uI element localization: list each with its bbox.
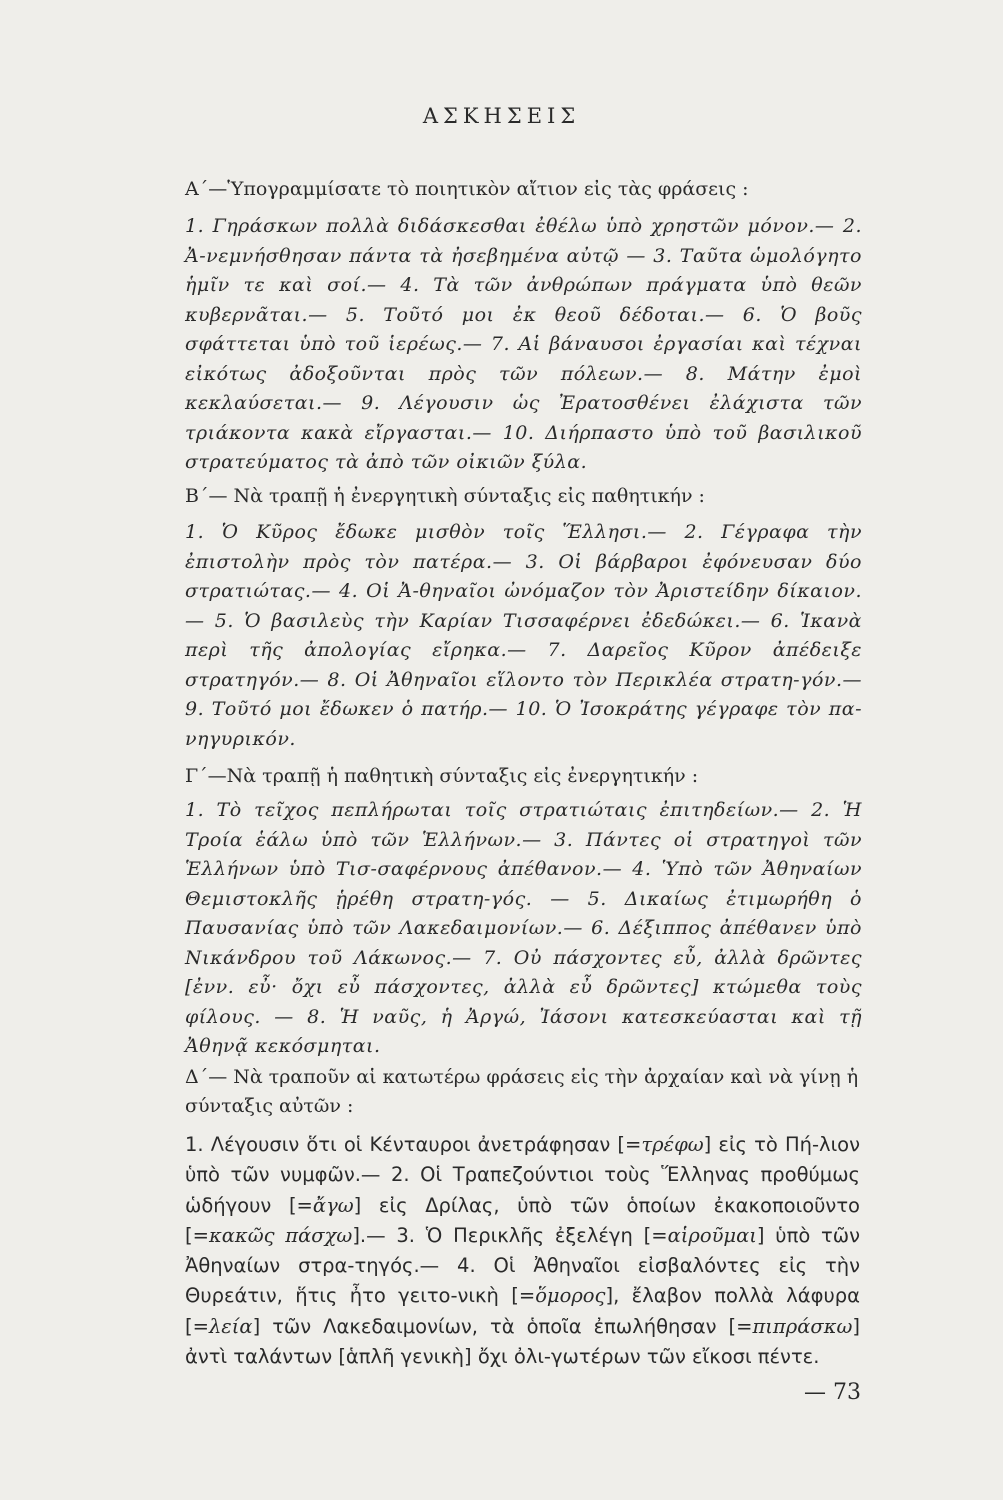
section-d-heading: Δ΄— Νὰ τραποῦν αἱ κατωτέρω φράσεις εἰς τὴν ἀρχαίαν καὶ νὰ γίνῃ ἡ σύνταξις αὐτῶν : <box>185 1066 859 1117</box>
section-d-text-part: ] εἰς τὸ Πή-λιον ὑπὸ τῶν νυμφῶν.— 2. Οἱ Τραπεζούντιοι τοὺς Ἕλληνας προθύμως ὡδήγουν [= <box>185 1133 860 1217</box>
section-c-heading: Γ΄—Νὰ τραπῇ ἡ παθητικὴ σύνταξις εἰς ἐνεργητικήν : <box>185 765 699 787</box>
section-b-heading: Β΄— Νὰ τραπῇ ἡ ἐνεργητικὴ σύνταξις εἰς παθητικήν : <box>185 485 705 507</box>
section-a-heading: Α΄—Ὑπογραμμίσατε τὸ ποιητικὸν αἴτιον εἰς τὰς φράσεις : <box>185 178 749 200</box>
ancient-form: κακῶς πάσχω <box>208 1223 353 1247</box>
ancient-form: τρέφω <box>641 1133 704 1156</box>
section-d-text-part: ] εἰς Δρίλας, ὑπὸ τῶν ὁποίων ἐκακοποιοῦντο [= <box>185 1193 860 1247</box>
section-d-text-part: ] τῶν Λακεδαιμονίων, τὰ ὁποῖα ἐπωλήθησαν [= <box>252 1314 753 1338</box>
section-d-text-part: ], ἔλαβον πολλὰ λάφυρα [= <box>185 1284 860 1338</box>
section-c-text: 1. Τὸ τεῖχος πεπλήρωται τοῖς στρατιώταις ἐπιτηδείων.— 2. Ἡ Τροία ἑάλω ὑπὸ τῶν Ἑλλήνων.— 3. Πάντες οἱ στρατηγοὶ τῶν Ἑλλήνων ὑπὸ Τισ-σαφέρνους ἀπέθανον.— 4. Ὑπὸ τῶν Ἀθηναίων Θεμιστοκλῆς ᾑρέθη στρατη-γός. — 5. Δικαίως ἐτιμωρήθη ὁ Παυσανίας ὑπὸ τῶν Λακεδαιμονίων.— 6. Δέξιππος ἀπέθανεν ὑπὸ Νικάνδρου τοῦ Λάκωνος.— 7. Οὐ πάσχοντες εὖ, ἀλλὰ δρῶντες [ἐνν. εὖ· ὄχι εὖ πάσχοντες, ἀλλὰ εὖ δρῶντες] κτώμεθα τοὺς φίλους. — 8. Ἡ ναῦς, ἡ Ἀργώ, Ἰάσονι κατεσκεύασται καὶ τῇ Ἀθηνᾷ κεκόσμηται. <box>185 799 862 1057</box>
ancient-form: αἱροῦμαι <box>667 1223 757 1247</box>
section-b-text: 1. Ὁ Κῦρος ἔδωκε μισθὸν τοῖς Ἕλλησι.— 2. Γέγραφα τὴν ἐπιστολὴν πρὸς τὸν πατέρα.— 3. Οἱ βάρβαροι ἐφόνευσαν δύο στρατιώτας.— 4. Οἱ Ἀ-θηναῖοι ὠνόμαζον τὸν Ἀριστείδην δίκαιον.— 5. Ὁ βασιλεὺς τὴν Καρίαν Τισσαφέρνει ἐδεδώκει.— 6. Ἱκανὰ περὶ τῆς ἀπολογίας εἴρηκα.— 7. Δαρεῖος Κῦρον ἀπέδειξε στρατηγόν.— 8. Οἱ Ἀθηναῖοι εἵλοντο τὸν Περικλέα στρατη-γόν.— 9. Τοῦτό μοι ἔδωκεν ὁ πατήρ.— 10. Ὁ Ἰσοκράτης γέγραφε τὸν πα-νηγυρικόν. <box>185 521 862 750</box>
page-number: — 73 <box>804 1380 861 1405</box>
ancient-form: ἄγω <box>312 1193 354 1217</box>
section-d-text-part: ] ὑπὸ τῶν Ἀθηναίων στρα-τηγός.— 4. Οἱ Ἀθηναῖοι εἰσβαλόντες εἰς τὴν Θυρεάτιν, ἥτις ἦτο γειτο-νικὴ [= <box>185 1223 861 1308</box>
ancient-form: ὅμορος <box>535 1284 606 1308</box>
section-d-text-part: 1. Λέγουσιν ὅτι οἱ Κένταυροι ἀνετράφησαν [= <box>185 1133 642 1156</box>
page-title: ΑΣΚΗΣΕΙΣ <box>422 104 581 128</box>
section-d-text <box>185 1130 860 1372</box>
ancient-form: πιπράσκω <box>752 1314 853 1338</box>
section-d-text-part: ].— 3. Ὁ Περικλῆς ἐξελέγη [= <box>352 1223 668 1247</box>
section-d-text-part: ] ἀντὶ ταλάντων [ἁπλῆ γενικὴ] ὄχι ὀλι-γωτέρων τῶν εἴκοσι πέντε. <box>185 1314 860 1369</box>
ancient-form: λεία <box>208 1314 253 1338</box>
section-a-text: 1. Γηράσκων πολλὰ διδάσκεσθαι ἐθέλω ὑπὸ χρηστῶν μόνον.— 2. Ἀ-νεμνήσθησαν πάντα τὰ ἠσεβημένα αὐτῷ — 3. Ταῦτα ὡμολόγητο ἡμῖν τε καὶ σοί.— 4. Τὰ τῶν ἀνθρώπων πράγματα ὑπὸ θεῶν κυβερνᾶται.— 5. Τοῦτό μοι ἐκ θεοῦ δέδοται.— 6. Ὁ βοῦς σφάττεται ὑπὸ τοῦ ἱερέως.— 7. Αἱ βάναυσοι ἐργασίαι καὶ τέχναι εἰκότως ἀδοξοῦνται πρὸς τῶν πόλεων.— 8. Μάτην ἐμοὶ κεκλαύσεται.— 9. Λέγουσιν ὡς Ἐρατοσθένει ἐλάχιστα τῶν τριάκοντα κακὰ εἴργασται.— 10. Διήρπαστο ὑπὸ τοῦ βασιλικοῦ στρατεύματος τὰ ἀπὸ τῶν οἰκιῶν ξύλα. <box>185 215 862 473</box>
